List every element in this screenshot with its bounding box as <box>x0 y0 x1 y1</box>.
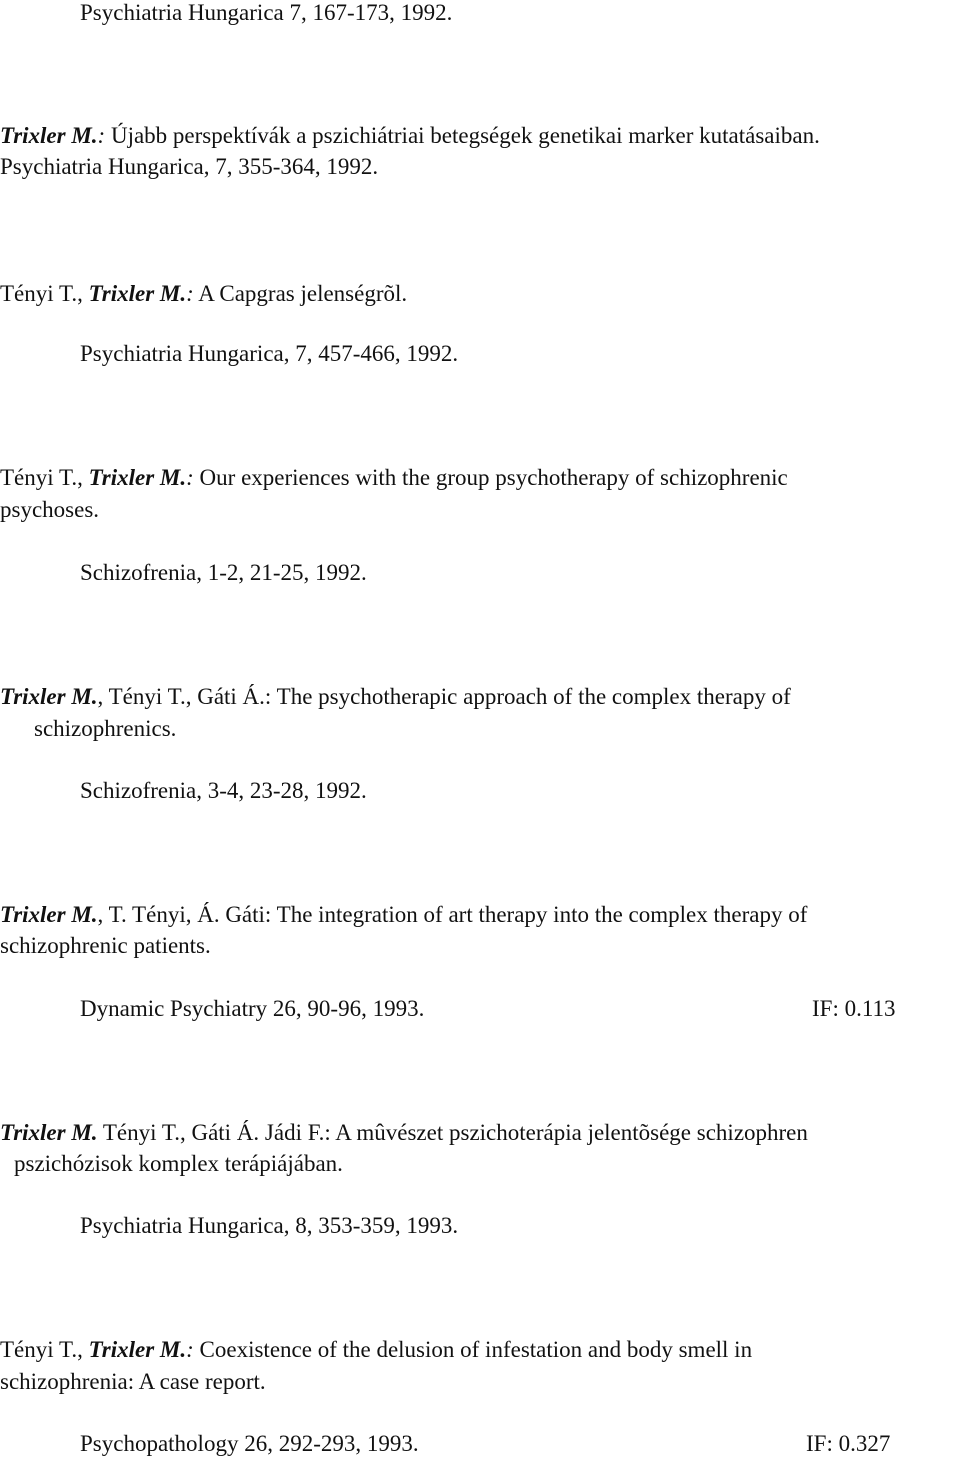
ref1-title-line <box>0 124 820 147</box>
ref3-author-bold: Trixler M. <box>88 465 187 490</box>
ref1-title: Újabb perspektívák a pszichiátriai betegségek genetikai marker kutatásaiban. <box>105 123 820 148</box>
ref2-source: Psychiatria Hungarica, 7, 457-466, 1992. <box>80 341 459 366</box>
ref5-author-bold: Trixler M. <box>0 902 98 927</box>
ref1-author-bold: Trixler M. <box>0 123 98 148</box>
ref2-author-bold: Trixler M. <box>88 281 187 306</box>
ref1-colon: : <box>97 123 106 148</box>
ref3-title-2: psychoses. <box>0 497 100 522</box>
ref0-source: Psychiatria Hungarica 7, 167-173, 1992. <box>80 0 453 25</box>
ref2-colon: : <box>186 281 194 306</box>
ref4-source: Schizofrenia, 3-4, 23-28, 1992. <box>80 778 367 803</box>
ref7-source: Psychopathology 26, 292-293, 1993. <box>80 1431 419 1456</box>
ref3-colon: : <box>186 465 194 490</box>
ref4-author-bold: Trixler M. <box>0 684 98 709</box>
ref5-title-2: schizophrenic patients. <box>0 933 211 958</box>
ref3-authors: Tényi T., <box>0 465 89 490</box>
ref3-source: Schizofrenia, 1-2, 21-25, 1992. <box>80 560 367 585</box>
ref1-source: Psychiatria Hungarica, 7, 355-364, 1992. <box>0 154 379 179</box>
ref7-author-bold: Trixler M. <box>88 1337 187 1362</box>
ref3-title-1: Our experiences with the group psychotherapy of schizophrenic <box>193 465 788 490</box>
ref7-title-line <box>0 1338 752 1361</box>
ref4-title-1: : The psychotherapic approach of the complex therapy of <box>264 684 791 709</box>
ref5-source: Dynamic Psychiatry 26, 90-96, 1993. <box>80 996 425 1021</box>
ref4-title-line <box>0 685 791 708</box>
ref5-title-line <box>0 903 807 926</box>
ref7-impact-factor: IF: 0.327 <box>806 1431 891 1456</box>
ref4-title-2: schizophrenics. <box>34 716 177 741</box>
ref3-title-line <box>0 466 788 489</box>
ref7-title-1: Coexistence of the delusion of infestation and body smell in <box>193 1337 753 1362</box>
ref6-coauthors: Tényi T., Gáti Á. Jádi F. <box>97 1120 325 1145</box>
ref6-source: Psychiatria Hungarica, 8, 353-359, 1993. <box>80 1213 459 1238</box>
ref5-impact-factor: IF: 0.113 <box>812 996 896 1021</box>
ref2-title-line <box>0 282 407 305</box>
ref2-title: A Capgras jelenségrõl. <box>193 281 408 306</box>
ref6-title-1: : A mûvészet pszichoterápia jelentõsége schizophren <box>324 1120 808 1145</box>
ref6-author-bold: Trixler M. <box>0 1120 98 1145</box>
ref7-title-2: schizophrenia: A case report. <box>0 1369 266 1394</box>
ref6-title-2: pszichózisok komplex terápiájában. <box>14 1151 343 1176</box>
ref4-coauthors: , Tényi T., Gáti Á. <box>97 684 265 709</box>
ref5-coauthors: , T. Tényi, Á. Gáti <box>97 902 265 927</box>
ref7-colon: : <box>186 1337 194 1362</box>
ref2-authors: Tényi T., <box>0 281 89 306</box>
ref7-authors: Tényi T., <box>0 1337 89 1362</box>
ref6-title-line <box>0 1121 808 1144</box>
ref5-title-1: : The integration of art therapy into the complex therapy of <box>264 902 808 927</box>
